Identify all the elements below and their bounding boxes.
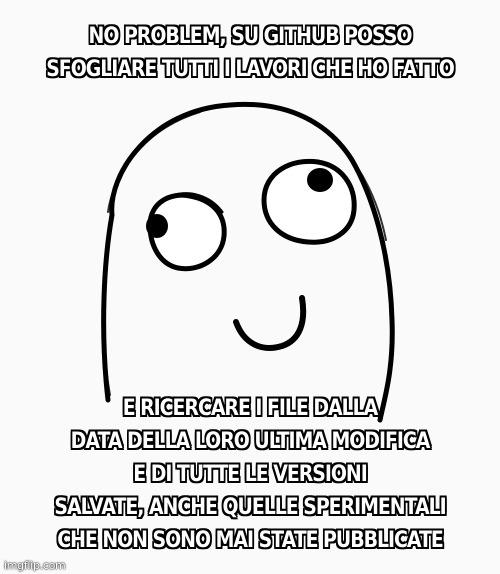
watermark: imgflip.com xyxy=(4,559,66,572)
smile xyxy=(236,298,303,348)
caption-bottom-line: SALVATE, ANCHE QUELLE SPERIMENTALI xyxy=(54,495,446,520)
right-pupil xyxy=(307,168,333,192)
caption-bottom-line: DATA DELLA LORO ULTIMA MODIFICA xyxy=(70,429,430,454)
caption-top-line: SFOGLIARE TUTTI I LAVORI CHE HO FATTO xyxy=(46,57,454,82)
right-eye xyxy=(264,161,354,242)
caption-bottom xyxy=(35,392,465,557)
left-pupil xyxy=(146,214,168,238)
head-outline-sketch xyxy=(103,112,386,395)
caption-bottom-line: E DI TUTTE LE VERSIONI xyxy=(133,462,367,487)
caption-top xyxy=(35,20,465,86)
head-outline xyxy=(104,104,393,420)
caption-bottom-line: CHE NON SONO MAI STATE PUBBLICATE xyxy=(57,528,443,553)
caption-top-line: NO PROBLEM, SU GITHUB POSSO xyxy=(88,24,412,49)
caption-bottom-line: E RICERCARE I FILE DALLA xyxy=(122,396,378,421)
